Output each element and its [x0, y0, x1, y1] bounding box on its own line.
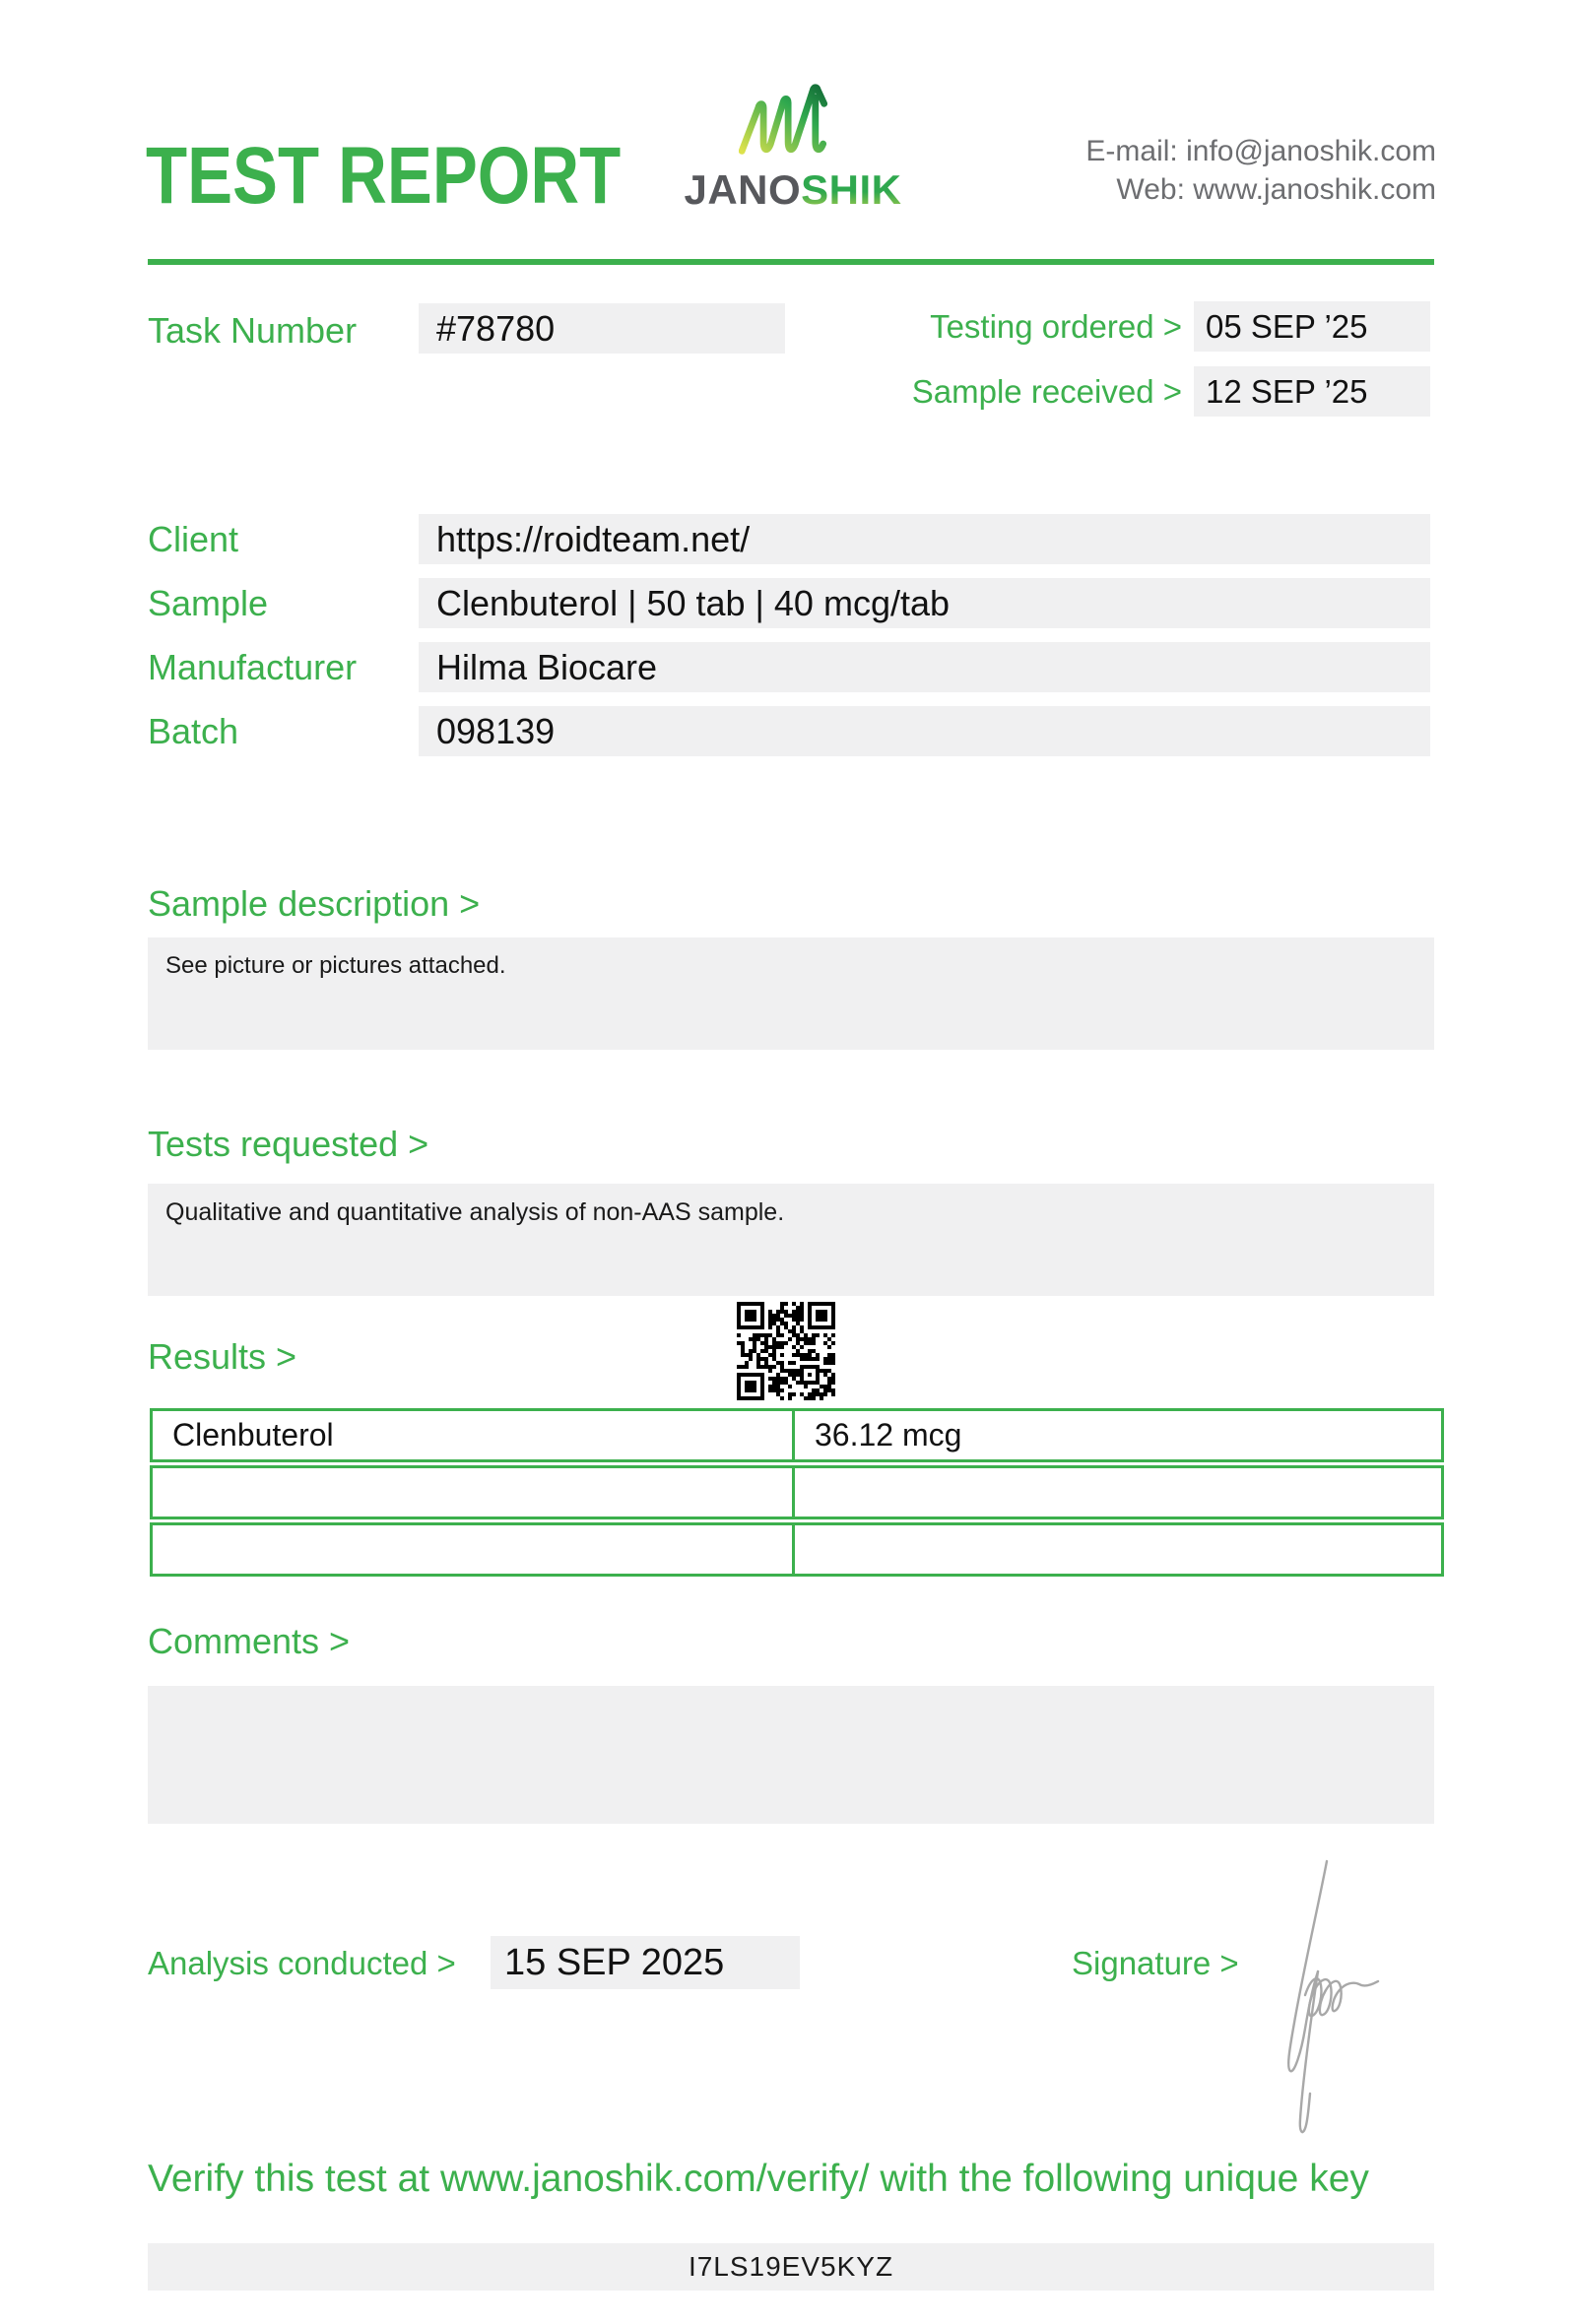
- result-value: 36.12 mcg: [815, 1417, 962, 1452]
- comments-heading: Comments >: [148, 1621, 351, 1661]
- client-value: https://roidteam.net/: [436, 519, 751, 559]
- logo-wordmark: [680, 166, 906, 213]
- manufacturer-field: [419, 642, 1430, 692]
- table-row: [150, 1408, 1444, 1462]
- manufacturer-label: Manufacturer: [148, 647, 358, 687]
- task-number-field: [419, 303, 785, 354]
- testing-ordered-field: [1194, 301, 1430, 352]
- sample-label: Sample: [148, 583, 269, 623]
- sample-description-heading: Sample description >: [148, 883, 481, 924]
- verify-key: I7LS19EV5KYZ: [688, 2251, 894, 2282]
- analyte-cell: [153, 1468, 795, 1517]
- testing-ordered-label: Testing ordered >: [930, 308, 1182, 345]
- verify-key-box: [148, 2243, 1434, 2291]
- task-number-value: #78780: [436, 308, 556, 349]
- table-row: [150, 1522, 1444, 1577]
- comments-box: [148, 1686, 1434, 1824]
- analysis-conducted-label: Analysis conducted >: [148, 1945, 456, 1981]
- logo-chart-icon: [739, 81, 831, 158]
- client-label: Client: [148, 519, 239, 559]
- client-field: [419, 514, 1430, 564]
- task-number-label: Task Number: [148, 310, 358, 351]
- result-cell: [795, 1468, 1441, 1517]
- signature-label: Signature >: [1072, 1945, 1239, 1981]
- tests-requested-content: Qualitative and quantitative analysis of non-AAS sample.: [165, 1198, 785, 1226]
- contact-email: E-mail: info@janoshik.com: [1085, 135, 1436, 167]
- results-heading: Results >: [148, 1336, 297, 1377]
- result-cell: [795, 1525, 1441, 1574]
- sample-description-box: [148, 937, 1434, 1050]
- contact-web: Web: www.janoshik.com: [1116, 173, 1436, 206]
- sample-description-content: See picture or pictures attached.: [165, 952, 506, 979]
- batch-value: 098139: [436, 711, 556, 751]
- sample-received-field: [1194, 366, 1430, 417]
- batch-field: [419, 706, 1430, 756]
- signature-image: [1276, 1855, 1389, 2141]
- analyte-cell: [153, 1525, 795, 1574]
- results-table: [150, 1408, 1444, 1577]
- analyte-cell: [153, 1411, 795, 1459]
- header-divider-rule: [148, 259, 1434, 265]
- sample-received-label: Sample received >: [911, 373, 1182, 410]
- table-row: [150, 1465, 1444, 1519]
- qr-code: [737, 1302, 835, 1400]
- page-title: TEST REPORT: [146, 131, 622, 221]
- logo-text-jano: JANO: [684, 166, 802, 213]
- analysis-date-value: 15 SEP 2025: [504, 1942, 725, 1983]
- comments-content: [148, 1686, 1434, 1713]
- sample-received-value: 12 SEP ’25: [1206, 373, 1368, 410]
- tests-requested-heading: Tests requested >: [148, 1124, 429, 1164]
- testing-ordered-value: 05 SEP ’25: [1206, 308, 1368, 345]
- logo-text-shik: SHIK: [801, 166, 902, 213]
- analysis-date-field: [491, 1936, 800, 1989]
- tests-requested-box: [148, 1184, 1434, 1296]
- contact-block: [886, 132, 1436, 209]
- verify-instruction: Verify this test at www.janoshik.com/verify/ with the following unique key: [148, 2158, 1369, 2200]
- analyte-name: Clenbuterol: [172, 1417, 334, 1452]
- manufacturer-value: Hilma Biocare: [436, 647, 658, 687]
- batch-label: Batch: [148, 711, 239, 751]
- sample-value: Clenbuterol | 50 tab | 40 mcg/tab: [436, 583, 951, 623]
- sample-field: [419, 578, 1430, 628]
- result-cell: [795, 1411, 1441, 1459]
